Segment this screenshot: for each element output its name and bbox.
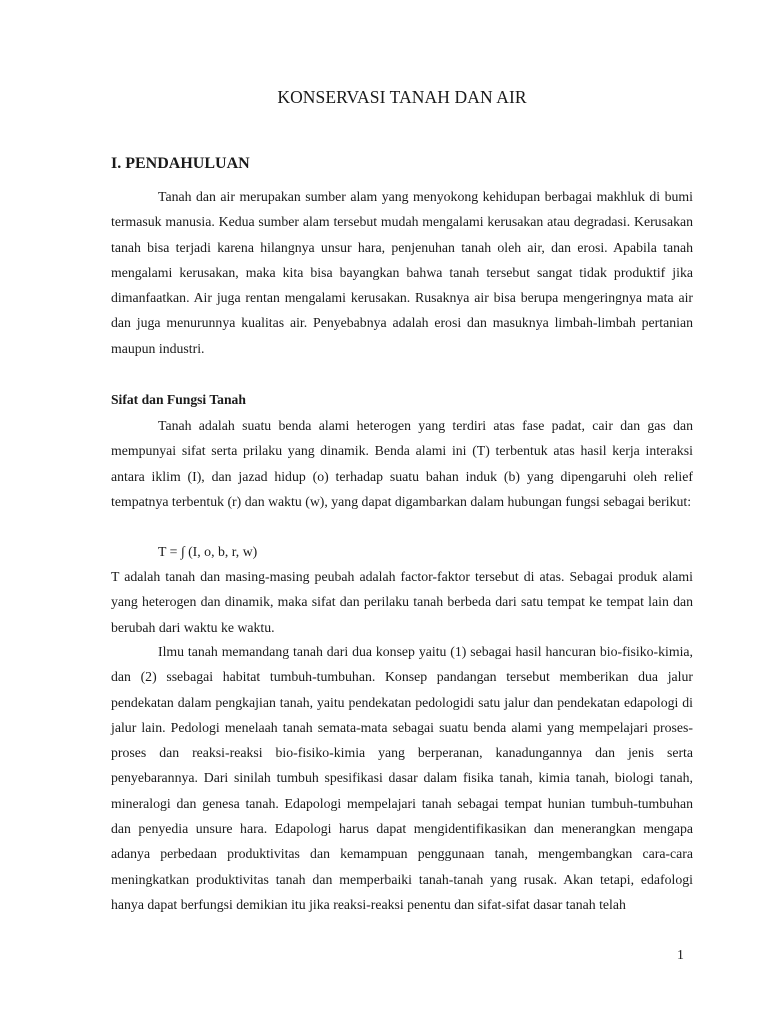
document-title: KONSERVASI TANAH DAN AIR: [277, 87, 527, 107]
formula: T = ∫ (I, o, b, r, w): [158, 544, 258, 559]
paragraph-concepts: Ilmu tanah memandang tanah dari dua konsep yaitu (1) sebagai hasil hancuran bio-fisiko-kimia, dan (2) ssebagai habitat tumbuh-tumbuhan. Konsep pandangan tersebut memberikan dua jalur pendekatan dalam pengkajian tanah, yaitu pendekatan pedologidi satu jalur dan pendekatan edapologi di jalur lain. Pedologi menelaah tanah semata-mata sebagai suatu benda alami yang mempelajari proses-proses dan reaksi-reaksi bio-fisiko-kimia yang berperanan, kanadungannya dan jenis serta penyebarannya. Dari sinilah tumbuh spesifikasi dasar dalam fisika tanah, kimia tanah, biologi tanah, mineralogi dan genesa tanah. Edapologi mempelajari tanah sebagai tempat hunian tumbuh-tumbuhan dan penyedia unsure hara. Edapologi harus dapat mengidentifikasikan dan menerangkan mengapa adanya perbedaan produktivitas dan kemampuan penggunaan tanah, mengembangkan cara-cara meningkatkan produktivitas tanah dan memperbaiki tanah-tanah yang rusak. Akan tetapi, edafologi hanya dapat berfungsi demikian itu jika reaksi-reaksi penentu dan sifat-sifat dasar tanah telah: [111, 644, 693, 912]
section-heading: I. PENDAHULUAN: [111, 155, 250, 172]
subheading: Sifat dan Fungsi Tanah: [111, 392, 246, 407]
paragraph-explanation: T adalah tanah dan masing-masing peubah adalah factor-faktor tersebut di atas. Sebagai produk alami yang heterogen dan dinamik, maka sifat dan perilaku tanah berbeda dari satu tempat ke tempat lain dan berubah dari waktu ke waktu.: [111, 569, 693, 635]
page-number: 1: [677, 947, 684, 962]
paragraph-definition: Tanah adalah suatu benda alami heterogen yang terdiri atas fase padat, cair dan gas dan mempunyai sifat serta prilaku yang dinamik. Benda alami ini (T) terbentuk atas hasil kerja interaksi antara iklim (I), dan jazad hidup (o) terhadap suatu bahan induk (b) yang dipengaruhi oleh relief tempatnya terbentuk (r) dan waktu (w), yang dapat digambarkan dalam hubungan fungsi sebagai berikut:: [111, 418, 693, 509]
paragraph-introduction: Tanah dan air merupakan sumber alam yang menyokong kehidupan berbagai makhluk di bumi termasuk manusia. Kedua sumber alam tersebut mudah mengalami kerusakan atau degradasi. Kerusakan tanah bisa terjadi karena hilangnya unsur hara, penjenuhan tanah oleh air, dan erosi. Apabila tanah mengalami kerusakan, maka kita bisa bayangkan bahwa tanah tersebut sangat tidak produktif jika dimanfaatkan. Air juga rentan mengalami kerusakan. Rusaknya air bisa berupa mengeringnya mata air dan juga menurunnya kualitas air. Penyebabnya adalah erosi dan masuknya limbah-limbah pertanian maupun industri.: [111, 189, 693, 356]
